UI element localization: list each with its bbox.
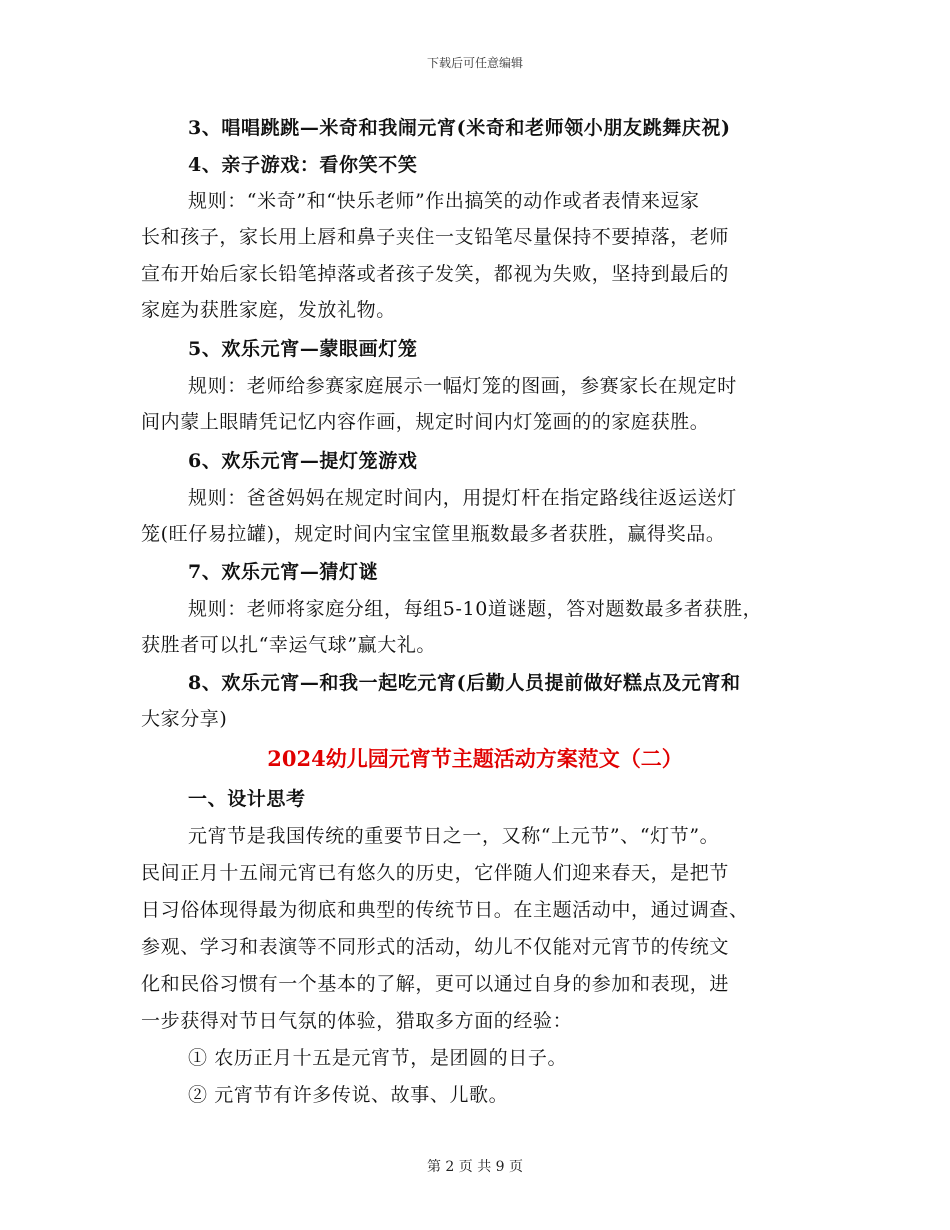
page-header: 下载后可任意编辑 [426, 56, 523, 70]
page-number: 第 2 页 共 9 页 [426, 1159, 524, 1175]
rule-7-line-2: 获胜者可以扎“幸运气球”赢大礼。 [141, 634, 437, 656]
rule-4-line-3: 宣布开始后家长铅笔掉落或者孩子发笑，都视为失败，坚持到最后的 [141, 263, 730, 285]
item-7: 7、欢乐元宵—猜灯谜 [188, 561, 379, 583]
point-1: ① 农历正月十五是元宵节，是团圆的日子。 [188, 1047, 568, 1069]
item-4: 4、亲子游戏：看你笑不笑 [188, 154, 418, 176]
rule-7-line-1: 规则：老师将家庭分组，每组5-10道谜题，答对题数最多者获胜， [188, 598, 763, 620]
rule-4-line-4: 家庭为获胜家庭，发放礼物。 [141, 299, 396, 321]
rule-6-line-2: 笼(旺仔易拉罐)，规定时间内宝宝筐里瓶数最多者获胜，赢得奖品。 [141, 523, 726, 545]
item-8-line-1: 8、欢乐元宵—和我一起吃元宵(后勤人员提前做好糕点及元宵和 [188, 672, 741, 694]
item-3: 3、唱唱跳跳—米奇和我闹元宵(米奇和老师领小朋友跳舞庆祝) [188, 117, 731, 139]
intro-line-1: 元宵节是我国传统的重要节日之一，又称“上元节”、“灯节”。 [188, 825, 720, 847]
rule-4-line-1: 规则：“米奇”和“快乐老师”作出搞笑的动作或者表情来逗家 [188, 190, 700, 212]
item-5: 5、欢乐元宵—蒙眼画灯笼 [188, 338, 418, 360]
intro-line-6: 一步获得对节日气氛的体验，猎取多方面的经验： [141, 1010, 573, 1032]
rule-5-line-1: 规则：老师给参赛家庭展示一幅灯笼的图画，参赛家长在规定时 [188, 375, 737, 397]
rule-4-line-2: 长和孩子，家长用上唇和鼻子夹住一支铅笔尽量保持不要掉落，老师 [141, 226, 730, 248]
section-title: 2024幼儿园元宵节主题活动方案范文（二） [267, 746, 683, 771]
point-2: ② 元宵节有许多传说、故事、儿歌。 [188, 1084, 509, 1106]
intro-line-5: 化和民俗习惯有一个基本的了解，更可以通过自身的参加和表现，进 [141, 973, 730, 995]
item-8-line-2: 大家分享) [141, 708, 228, 730]
rule-6-line-1: 规则：爸爸妈妈在规定时间内，用提灯杆在指定路线往返运送灯 [188, 487, 737, 509]
intro-line-2: 民间正月十五闹元宵已有悠久的历史，它伴随人们迎来春天，是把节 [141, 862, 730, 884]
intro-line-3: 日习俗体现得最为彻底和典型的传统节日。在主题活动中，通过调查、 [141, 899, 749, 921]
item-6: 6、欢乐元宵—提灯笼游戏 [188, 450, 418, 472]
rule-5-line-2: 间内蒙上眼睛凭记忆内容作画，规定时间内灯笼画的的家庭获胜。 [141, 411, 710, 433]
intro-line-4: 参观、学习和表演等不同形式的活动，幼儿不仅能对元宵节的传统文 [141, 936, 730, 958]
heading-design-thinking: 一、设计思考 [188, 788, 306, 810]
